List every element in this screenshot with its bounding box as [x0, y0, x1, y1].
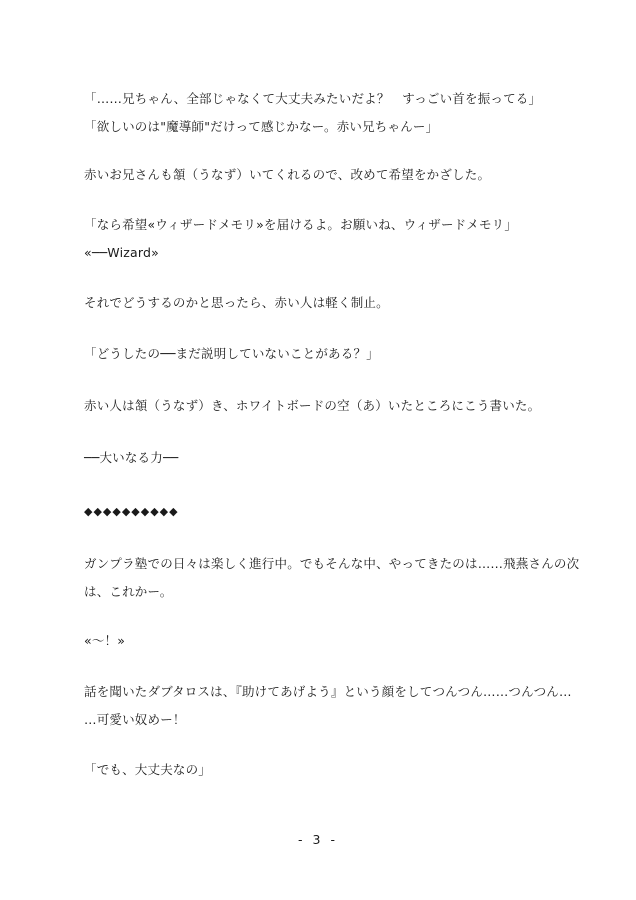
text-line: 赤いお兄さんも頷（うなず）いてくれるので、改めて希望をかざした。: [84, 167, 491, 182]
text-line: それでどうするのかと思ったら、赤い人は軽く制止。: [84, 295, 389, 310]
text-line: «～！»: [84, 633, 126, 648]
text-line: ガンプラ塾での日々は楽しく進行中。でもそんな中、やってきたのは……飛燕さんの次: [84, 556, 580, 571]
text-line: 話を聞いたダブタロスは、『助けてあげよう』という顔をしてつんつん……つんつん…: [84, 684, 572, 699]
text-line: 赤い人は頷（うなず）き、ホワイトボードの空（あ）いたところにこう書いた。: [84, 398, 541, 413]
page-number: - 3 -: [298, 832, 338, 847]
text-line: 「でも、大丈夫なの」: [84, 762, 212, 777]
section-divider: ◆◆◆◆◆◆◆◆◆◆: [84, 505, 179, 518]
text-line: 「どうしたの──まだ説明していないことがある？」: [84, 346, 379, 361]
text-line: 「欲しいのは"魔導師"だけって感じかなー。赤い兄ちゃんー」: [84, 119, 439, 134]
text-line: …可愛い奴めー！: [84, 712, 186, 727]
text-line: ──大いなる力──: [84, 450, 179, 465]
text-line: 「なら希望«ウィザードメモリ»を届けるよ。お願いね、ウィザードメモリ」: [84, 217, 518, 232]
text-line: は、これかー。: [84, 584, 173, 599]
text-line: «──Wizard»: [84, 245, 159, 260]
text-line: 「……兄ちゃん、全部じゃなくて大丈夫みたいだよ？ すっごい首を振ってる」: [84, 91, 542, 106]
